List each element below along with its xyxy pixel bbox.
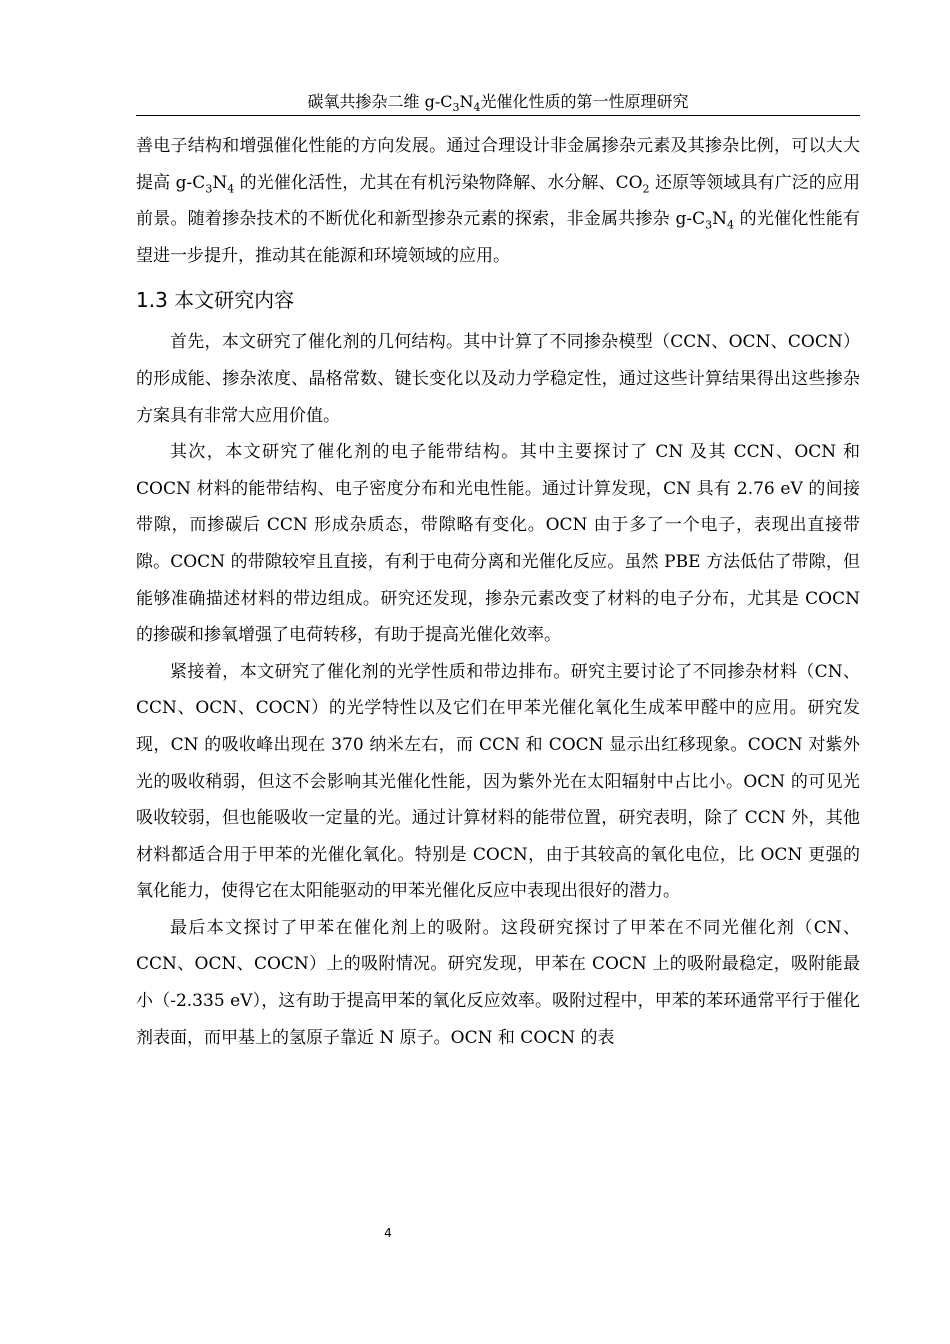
page-number: 4 — [384, 1226, 392, 1240]
section-heading: 1.3 本文研究内容 — [136, 288, 295, 313]
paragraph-adsorption: 最后本文探讨了甲苯在催化剂上的吸附。这段研究探讨了甲苯在不同光催化剂（CN、CCN、OCN、COCN）上的吸附情况。研究发现，甲苯在 COCN 上的吸附最稳定，吸附能最小（-2.335 eV），这有助于提高甲苯的氧化反应效率。吸附过程中，甲苯的苯环通常平行于催化剂表面，而甲基上的氢原子靠近 N 原子。OCN 和 COCN 的表 — [136, 917, 860, 1048]
header-text-1: 碳氧共掺杂二维 g-C — [307, 92, 453, 111]
header-text-3: 光催化性质的第一性原理研究 — [480, 92, 689, 111]
intro-subscript-a: 3 — [205, 181, 213, 195]
intro-text-b: N — [212, 172, 228, 193]
intro-subscript-b: 4 — [227, 181, 235, 195]
paragraph-geometry: 首先，本文研究了催化剂的几何结构。其中计算了不同掺杂模型（CCN、OCN、COCN）的形成能、掺杂浓度、晶格常数、键长变化以及动力学稳定性，通过这些计算结果得出这些掺杂方案具有非常大应用价值。 — [136, 332, 860, 426]
paragraph-electronic-structure: 其次，本文研究了催化剂的电子能带结构。其中主要探讨了 CN 及其 CCN、OCN 和 COCN 材料的能带结构、电子密度分布和光电性能。通过计算发现，CN 具有 2.76 eV 的间接带隙，而掺碳后 CCN 形成杂质态，带隙略有变化。OCN 由于多了一个电子，表现出直接带隙。COCN 的带隙较窄且直接，有利于电荷分离和光催化反应。虽然 PBE 方法低估了带隙，但能够准确描述材料的带边组成。研究还发现，掺杂元素改变了材料的电子分布，尤其是 COCN 的掺碳和掺氧增强了电荷转移，有助于提高光催化效率。 — [136, 442, 860, 646]
running-header — [136, 88, 860, 116]
intro-subscript-c: 2 — [642, 181, 650, 195]
intro-text-e: N — [712, 209, 728, 230]
paragraph-optical-properties: 紧接着，本文研究了催化剂的光学性质和带边排布。研究主要讨论了不同掺杂材料（CN、CCN、OCN、COCN）的光学特性以及它们在甲苯光催化氧化生成苯甲醛中的应用。研究发现，CN 的吸收峰出现在 370 纳米左右，而 CCN 和 COCN 显示出红移现象。COCN 对紫外光的吸收稍弱，但这不会影响其光催化性能，因为紫外光在太阳辐射中占比小。OCN 的可见光吸收较弱，但也能吸收一定量的光。通过计算材料的能带位置，研究表明，除了 CCN 外，其他材料都适合用于甲苯的光催化氧化。特别是 COCN，由于其较高的氧化电位，比 OCN 更强的氧化能力，使得它在太阳能驱动的甲苯光催化反应中表现出很好的潜力。 — [136, 661, 860, 902]
header-subscript-1: 3 — [452, 101, 460, 115]
intro-subscript-e: 4 — [727, 218, 735, 232]
intro-subscript-d: 3 — [705, 218, 713, 232]
intro-text-c: 的光催化活性，尤其在有机污染物降解、水分解、CO — [234, 172, 643, 193]
intro-text-f: 的光催化性能有望进一步提升，推动其在能源和环境领域的应用。 — [136, 209, 860, 266]
intro-text-a: 善电子结构和增强催化性能的方向发展。通过合理设计非金属掺杂元素及其掺杂比例，可以大大提高 g-C — [136, 136, 860, 193]
intro-paragraph — [136, 128, 860, 274]
header-text-2: N — [459, 92, 474, 111]
page-body — [136, 128, 860, 1056]
header-subscript-2: 4 — [473, 101, 481, 115]
intro-text-d: 还原等领域具有广泛的应用前景。随着掺杂技术的不断优化和新型掺杂元素的探索，非金属共掺杂 g-C — [136, 172, 860, 230]
